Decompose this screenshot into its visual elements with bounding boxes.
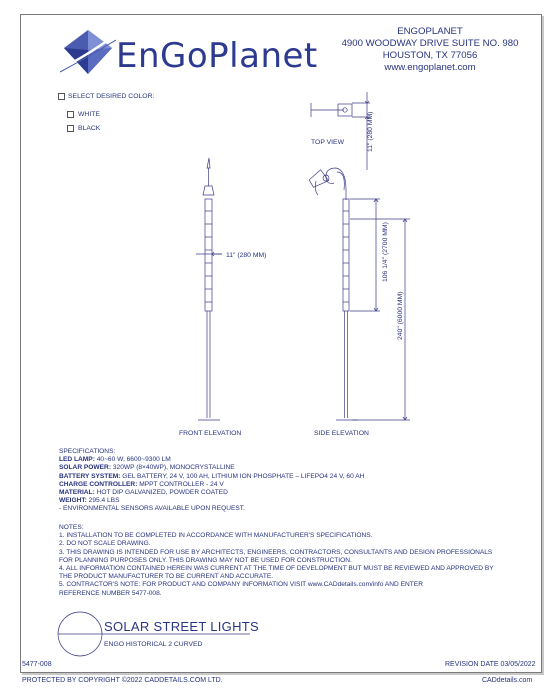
specifications-block [59,448,364,514]
notes-block [59,524,494,598]
spec-line: CHARGE CONTROLLER: MPPT CONTROLLER - 24 V [59,480,224,488]
spec-line: BATTERY SYSTEM: GEL BATTERY, 24 V, 100 AH, LITHIUM ION PHOSPHATE – LIFEPO4 24 V, 60 AH [59,472,365,480]
side-dim-upper-text: 106 1/4" (2700 MM) [382,222,389,282]
revision-date: REVISION DATE 03/05/2022 [445,661,536,668]
side-elevation-figure [308,168,410,420]
top-view-figure [311,92,370,170]
drawing-reference: 5477-008 [22,661,52,668]
company-website[interactable]: www.engoplanet.com [384,62,476,73]
note-line: 4. ALL INFORMATION CONTAINED HEREIN WAS CURRENT AT THE TIME OF DEVELOPMENT BUT MUST BE REVIEWED AND APPROVED BY [59,565,494,573]
brand-name: EnGoPlanet [116,36,318,76]
spec-line: SOLAR POWER: 320WP (8×40WP), MONOCRYSTALLINE [59,464,235,472]
black-label: BLACK [78,125,101,132]
note-line: FOR PLANNING PURPOSES ONLY. THIS DRAWING MAY NOT BE USED FOR CONSTRUCTION. [59,556,352,564]
drawing-subtitle: ENGO HISTORICAL 2 CURVED [104,641,203,648]
front-elevation-figure [196,158,222,420]
side-dim-total-text: 240" (6000 MM) [397,291,404,340]
top-view-label: TOP VIEW [311,139,344,146]
note-line: THE PRODUCT MANUFACTURER TO BE CURRENT AND ACCURATE. [59,573,274,581]
front-dim-text: 11" (280 MM) [226,252,267,259]
select-color-label: SELECT DESIRED COLOR: [68,93,155,100]
side-elevation-label: SIDE ELEVATION [314,430,369,437]
copyright-notice: PROTECTED BY COPYRIGHT ©2022 CADDETAILS.COM LTD. [22,677,223,684]
spec-line: MATERIAL: HOT DIP GALVANIZED, POWDER COATED [59,489,228,497]
note-line: REFERENCE NUMBER 5477-008. [59,589,162,597]
caddetails-link[interactable]: CADdetails.com [482,677,533,684]
spec-line: WEIGHT: 295.4 LBS [59,497,120,505]
note-line: 1. INSTALLATION TO BE COMPLETED IN ACCORDANCE WITH MANUFACTURER'S SPECIFICATIONS. [59,532,373,540]
company-address-line2: HOUSTON, TX 77056 [382,50,478,61]
specs-heading: SPECIFICATIONS: [59,448,116,455]
white-label: WHITE [78,111,100,118]
note-line: 3. THIS DRAWING IS INTENDED FOR USE BY ARCHITECTS, ENGINEERS, CONTRACTORS, CONSULTANTS AND DESIGN PROFESSIONALS [59,548,493,556]
spec-line: LED LAMP: 40~60 W, 6600~9300 LM [59,456,171,464]
note-line: 2. DO NOT SCALE DRAWING. [59,540,151,548]
note-line: 5. CONTRACTOR'S NOTE: FOR PRODUCT AND COMPANY INFORMATION VISIT www.CADdetails.com/info AND ENTER [59,581,423,589]
top-view-dim-text: 11" (280 MM) [367,111,374,152]
company-address-line1: 4900 WOODWAY DRIVE SUITE NO. 980 [341,38,519,49]
notes-heading: NOTES: [59,524,84,531]
company-name: ENGOPLANET [397,26,463,37]
drawing-title: SOLAR STREET LIGHTS [104,619,259,634]
front-elevation-label: FRONT ELEVATION [179,430,242,437]
spec-line: - ENVIRONMENTAL SENSORS AVAILABLE UPON REQUEST. [59,505,245,513]
